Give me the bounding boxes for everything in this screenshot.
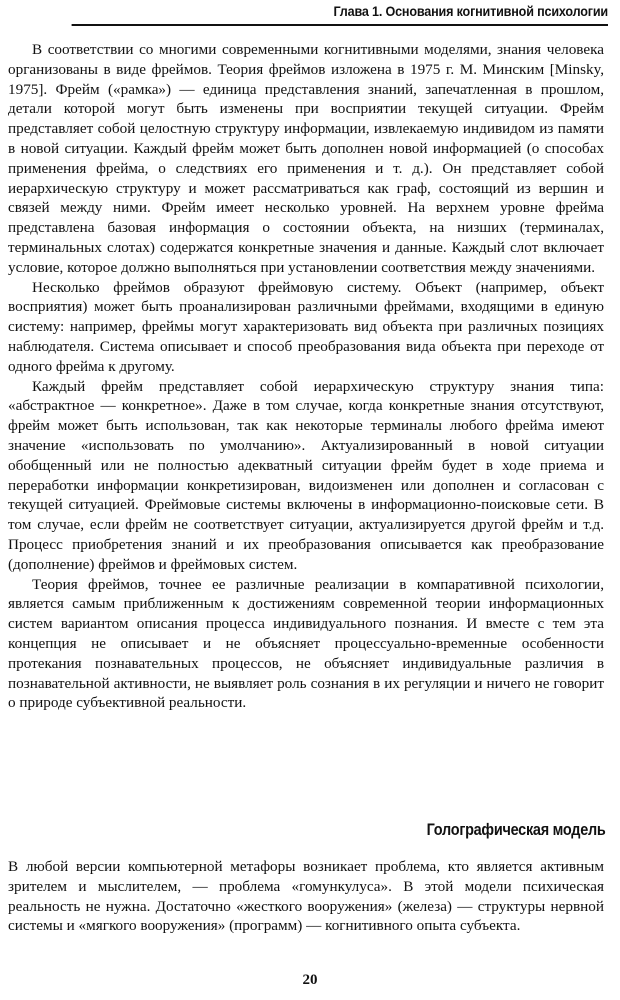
running-header: Глава 1. Основания когнитивной психологии — [72, 0, 608, 26]
paragraph-frames-theory: В соответствии со многими современными когнитивными моделями, знания человека организованы в виде фреймов. Теория фреймов изложена в 1975 г. М. Минским [Minsky, 1975]. Фрейм («рамка») — единица представления знаний, запечатленная в прошлом, детали которой могут быть изменены при восприятии текущей ситуации. Фрейм представляет собой целостную структуру информации, извлекаемую индивидом из памяти в новой ситуации. Каждый фрейм может быть дополнен новой информацией (о способах применения фрейма, о следствиях его применения и т. д.). Он представляет собой иерархическую структуру и может рассматриваться как граф, состоящий из вершин и связей между ними. Фрейм имеет несколько уровней. На верхнем уровне фрейма представлена базовая информация о состоянии объекта, на низших (терминалах, терминальных слотах) содержатся конкретные значения и данные. Каждый слот включает условие, которое должно выполняться при установлении соответствия между значениями. — [8, 41, 604, 276]
section-text — [8, 857, 604, 936]
paragraph-frame-system: Несколько фреймов образуют фреймовую систему. Объект (например, объект восприятия) может быть проанализирован различными фреймами, входящими в единую систему: например, фреймы могут характеризовать вид объекта при различных позициях наблюдателя. Система описывает и способ преобразования вида объекта при переходе от одного фрейма к другому. — [8, 278, 604, 375]
section-heading: Голографическая модель — [427, 820, 606, 839]
paragraph-frames-critique: Теория фреймов, точнее ее различные реализации в компаративной психологии, является самым приближенным к достижениям современной теории информационных систем вариантом описания процесса индивидуального познания. И вместе с тем эта концепция не описывает и не объясняет процессуально-временные особенности протекания познавательных процессов, не объясняет индивидуальные различия в познавательной активности, не выявляет роль сознания в их регуляции и ничего не говорит о природе субъективной реальности. — [8, 575, 604, 712]
paragraph-holographic-model: В любой версии компьютерной метафоры возникает проблема, кто является активным зрителем и мыслителем, — проблема «гомункулуса». В этой модели психическая реальность не нужна. Достаточно «жесткого вооружения» (железа) — структуры нервной системы и «мягкого вооружения» (программ) — когнитивного опыта субъекта. — [8, 858, 604, 935]
paragraph-frame-hierarchy: Каждый фрейм представляет собой иерархическую структуру знания типа: «абстрактное — конкретное». Даже в том случае, когда конкретные знания отсутствуют, фрейм может быть использован, так как некоторые терминалы любого фрейма имеют значение «использовать по умолчанию». Актуализированный в новой ситуации обобщенный или не полностью адекватный ситуации фрейм будет в ходе приема и переработки информации конкретизирован, видоизменен или дополнен и согласован с текущей ситуацией. Фреймовые системы включены в информационно-поисковые сети. В том случае, если фрейм не соответствует ситуации, актуализируется другой фрейм и т.д. Процесс приобретения знаний и их преобразования описывается как преобразование (дополнение) фреймов и фреймовых систем. — [8, 377, 604, 573]
page-number: 20 — [302, 972, 318, 988]
main-text — [8, 40, 604, 713]
